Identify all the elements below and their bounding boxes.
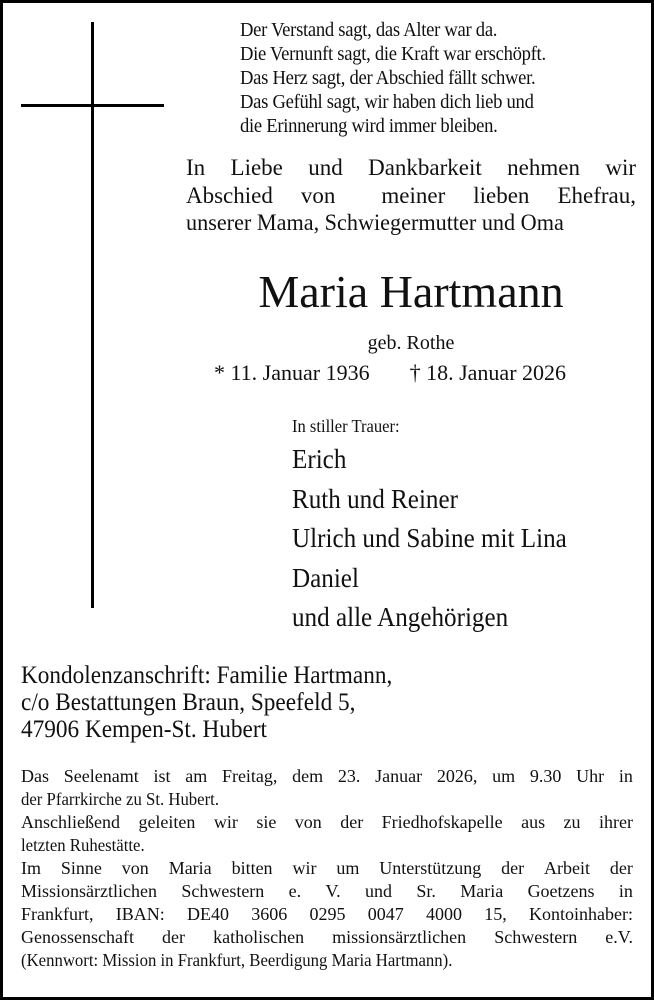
- word: zu: [563, 812, 581, 832]
- word: Abschied: [186, 182, 273, 208]
- details-line: [21, 880, 633, 903]
- word: Schwestern: [494, 927, 578, 947]
- service-details: [21, 765, 633, 972]
- word: und: [365, 881, 393, 901]
- poem-line: die Erinnerung wird immer bleiben.: [240, 115, 498, 137]
- mourner-entry: Ulrich und Sabine mit Lina: [292, 523, 567, 553]
- word: 0047: [367, 904, 404, 924]
- address-line: c/o Bestattungen Braun, Speefeld 5,: [21, 689, 356, 716]
- word: aus: [521, 812, 546, 832]
- mourners-heading: In stiller Trauer:: [292, 416, 400, 436]
- word: nehmen: [507, 155, 580, 180]
- word: 9.30: [529, 766, 562, 786]
- details-line: (Kennwort: Mission in Frankfurt, Beerdigung Maria Hartmann).: [21, 950, 453, 970]
- word: 0295: [309, 904, 346, 924]
- word: Anschließend: [21, 812, 120, 832]
- word: ihrer: [599, 812, 633, 832]
- word: Freitag,: [221, 766, 278, 786]
- word: bitten: [231, 858, 273, 878]
- word: Friedhofskapelle: [381, 812, 503, 832]
- word: in: [618, 881, 633, 901]
- word: um: [336, 858, 360, 878]
- poem-line: Der Verstand sagt, das Alter war da.: [240, 19, 498, 41]
- word: in: [618, 766, 633, 786]
- word: 23.: [337, 766, 361, 786]
- address-line: Kondolenzanschrift: Familie Hartmann,: [21, 662, 393, 689]
- word: lieben: [473, 182, 530, 208]
- condolence-address: [21, 662, 621, 743]
- word: Liebe: [230, 155, 283, 180]
- intro-line: [186, 154, 636, 182]
- word: Maria: [460, 881, 504, 901]
- word: von: [294, 812, 322, 832]
- word: der: [162, 927, 186, 947]
- word: wir: [292, 858, 317, 878]
- cross-vertical-bar: [91, 22, 94, 608]
- word: von: [121, 858, 149, 878]
- word: Goetzens: [527, 881, 595, 901]
- word: der: [340, 812, 364, 832]
- word: wir: [213, 812, 238, 832]
- maiden-name: geb. Rothe: [367, 332, 455, 354]
- word: katholischen: [213, 927, 305, 947]
- word: Sr.: [416, 881, 436, 901]
- word: Januar: [375, 766, 423, 786]
- poem-line: Die Vernunft sagt, die Kraft war erschöpft.: [240, 43, 546, 65]
- word: sie: [256, 812, 277, 832]
- word: e.V.: [605, 927, 633, 947]
- details-line: [21, 857, 633, 880]
- word: und: [308, 155, 343, 180]
- death-date: † 18. Januar 2026: [409, 360, 567, 385]
- word: missionsärztlichen: [332, 927, 467, 947]
- word: Arbeit: [544, 858, 590, 878]
- word: Ehefrau,: [557, 182, 636, 208]
- word: Das: [21, 766, 49, 786]
- details-line: der Pfarrkirche zu St. Hubert.: [21, 789, 220, 809]
- word: geleiten: [138, 812, 196, 832]
- word: DE40: [186, 904, 229, 924]
- word: Frankfurt,: [21, 904, 94, 924]
- word: 2026,: [436, 766, 478, 786]
- birth-date: * 11. Januar 1936: [214, 360, 370, 385]
- word: meiner: [381, 182, 446, 208]
- word: Sinne: [60, 858, 102, 878]
- intro-line: unserer Mama, Schwiegermutter und Oma: [186, 210, 564, 235]
- word: IBAN:: [115, 904, 165, 924]
- life-dates: [214, 360, 614, 386]
- details-line: [21, 765, 633, 788]
- word: Missionsärztlichen: [21, 881, 157, 901]
- mourner-entry: Ruth und Reiner: [292, 483, 458, 514]
- word: wir: [605, 155, 636, 180]
- word: dem: [292, 766, 324, 786]
- word: ist: [153, 766, 171, 786]
- word: Kontoinhaber:: [528, 904, 633, 924]
- word: 15,: [484, 904, 507, 924]
- word: um: [492, 766, 516, 786]
- word: der: [501, 858, 525, 878]
- poem-line: Das Gefühl sagt, wir haben dich lieb und: [240, 91, 534, 113]
- mourners-list: [292, 440, 642, 638]
- intro-line: [186, 182, 636, 210]
- word: In: [186, 155, 206, 180]
- mourner-entry: und alle Angehörigen: [292, 602, 509, 632]
- word: am: [185, 766, 208, 786]
- deceased-name: Maria Hartmann: [258, 266, 564, 317]
- word: Unterstützung: [379, 858, 482, 878]
- word: Dankbarkeit: [368, 155, 482, 180]
- word: e.: [288, 881, 302, 901]
- details-line: [21, 926, 633, 949]
- intro-paragraph: [186, 154, 636, 237]
- word: Maria: [168, 858, 212, 878]
- word: Seelenamt: [63, 766, 139, 786]
- word: Schwestern: [181, 881, 265, 901]
- word: Genossenschaft: [21, 927, 134, 947]
- details-line: letzten Ruhestätte.: [21, 835, 145, 855]
- word: 4000: [425, 904, 462, 924]
- details-line: [21, 903, 633, 926]
- poem-line: Das Herz sagt, der Abschied fällt schwer.: [240, 67, 536, 89]
- mourner-entry: Erich: [292, 444, 347, 474]
- word: Uhr: [576, 766, 605, 786]
- word: 3606: [251, 904, 288, 924]
- details-line: [21, 811, 633, 834]
- cross-horizontal-bar: [21, 104, 164, 107]
- word: Im: [21, 858, 41, 878]
- address-line: 47906 Kempen-St. Hubert: [21, 716, 268, 743]
- word: von: [300, 182, 336, 208]
- mourner-entry: Daniel: [292, 562, 359, 593]
- memorial-poem: [240, 18, 640, 138]
- word: V.: [325, 881, 341, 901]
- word: der: [609, 858, 633, 878]
